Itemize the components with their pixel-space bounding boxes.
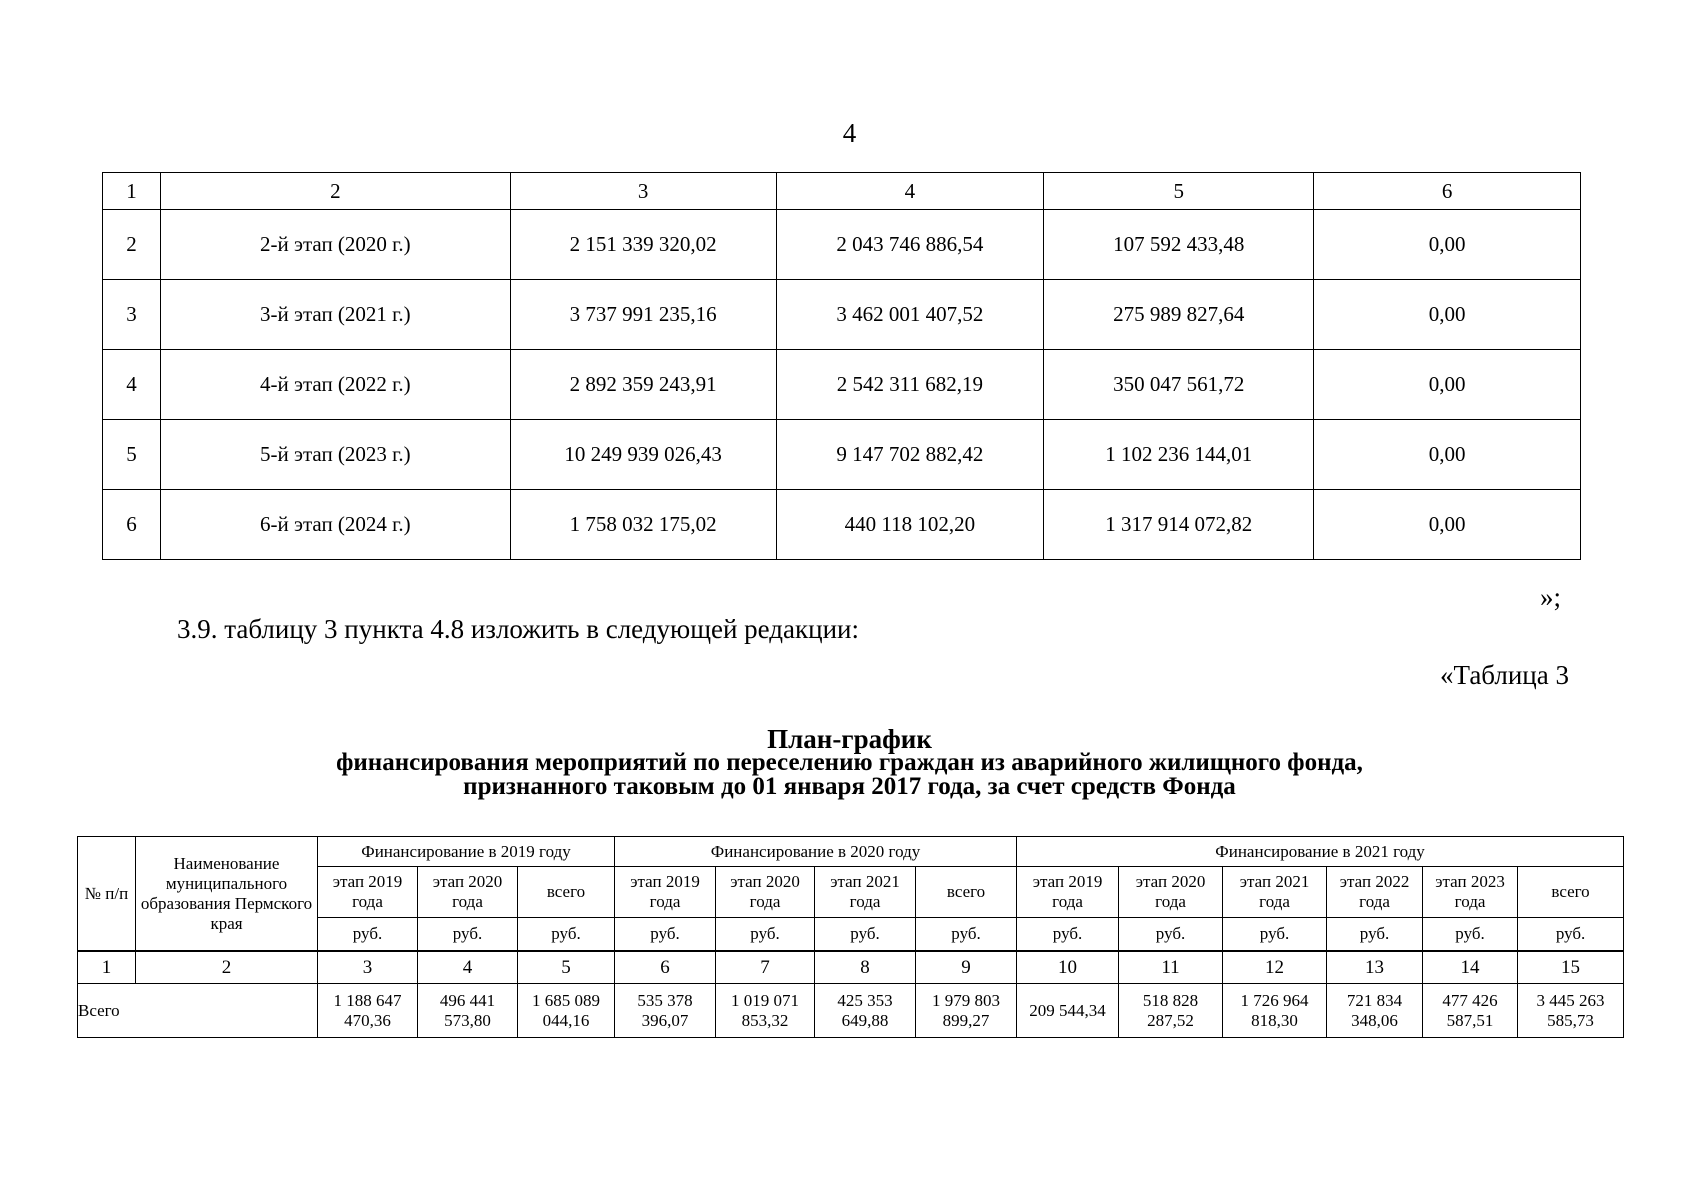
stage-name: 2-й этап (2020 г.) [160, 210, 510, 280]
table-row [103, 210, 1581, 280]
financing-schedule-table [77, 836, 1624, 1038]
table-row [103, 490, 1581, 560]
value-cell: 535 378 396,07 [615, 984, 716, 1038]
value-cell: 209 544,34 [1017, 984, 1119, 1038]
row-number: 6 [103, 490, 161, 560]
value-cell: 1 188 647 470,36 [318, 984, 418, 1038]
subheader-cell: этап 2019 года [615, 867, 716, 918]
stages-table [102, 172, 1581, 560]
table-row [103, 350, 1581, 420]
table-row [103, 420, 1581, 490]
value-cell: 0,00 [1314, 280, 1581, 350]
subheader-cell: этап 2022 года [1327, 867, 1423, 918]
table-header-row [78, 837, 1624, 867]
subheader-cell: этап 2019 года [318, 867, 418, 918]
value-cell: 425 353 649,88 [815, 984, 916, 1038]
unit-cell: руб. [1119, 918, 1223, 952]
header-group-2019: Финансирование в 2019 году [318, 837, 615, 867]
unit-cell: руб. [615, 918, 716, 952]
column-number: 2 [136, 951, 318, 984]
closing-quote: »; [1540, 582, 1562, 612]
unit-cell: руб. [418, 918, 518, 952]
stage-name: 3-й этап (2021 г.) [160, 280, 510, 350]
subheader-cell: всего [1518, 867, 1624, 918]
subheader-cell: этап 2021 года [815, 867, 916, 918]
column-number: 11 [1119, 951, 1223, 984]
stage-name: 6-й этап (2024 г.) [160, 490, 510, 560]
row-number: 4 [103, 350, 161, 420]
column-number: 4 [418, 951, 518, 984]
value-cell: 2 892 359 243,91 [510, 350, 776, 420]
unit-cell: руб. [518, 918, 615, 952]
value-cell: 0,00 [1314, 350, 1581, 420]
title-line: признанного таковым до 01 января 2017 года, за счет средств Фонда [463, 773, 1236, 800]
column-number: 7 [716, 951, 815, 984]
value-cell: 2 151 339 320,02 [510, 210, 776, 280]
table-label: «Таблица 3 [1440, 660, 1569, 690]
unit-cell: руб. [1017, 918, 1119, 952]
column-number: 10 [1017, 951, 1119, 984]
header-cell: 2 [160, 173, 510, 210]
header-cell: 1 [103, 173, 161, 210]
unit-cell: руб. [1223, 918, 1327, 952]
subheader-cell: всего [916, 867, 1017, 918]
subheader-cell: этап 2019 года [1017, 867, 1119, 918]
table-header-row [103, 173, 1581, 210]
subheader-cell: этап 2021 года [1223, 867, 1327, 918]
value-cell: 0,00 [1314, 490, 1581, 560]
column-number: 5 [518, 951, 615, 984]
value-cell: 1 019 071 853,32 [716, 984, 815, 1038]
header-cell-number: № п/п [78, 837, 136, 952]
page-number: 4 [842, 118, 857, 148]
subheader-cell: этап 2023 года [1423, 867, 1518, 918]
column-number: 3 [318, 951, 418, 984]
column-number: 6 [615, 951, 716, 984]
value-cell: 440 118 102,20 [776, 490, 1044, 560]
value-cell: 107 592 433,48 [1044, 210, 1314, 280]
value-cell: 3 737 991 235,16 [510, 280, 776, 350]
value-cell: 350 047 561,72 [1044, 350, 1314, 420]
column-number: 14 [1423, 951, 1518, 984]
column-number: 9 [916, 951, 1017, 984]
unit-cell: руб. [1423, 918, 1518, 952]
value-cell: 0,00 [1314, 420, 1581, 490]
column-number: 13 [1327, 951, 1423, 984]
value-cell: 3 462 001 407,52 [776, 280, 1044, 350]
value-cell: 477 426 587,51 [1423, 984, 1518, 1038]
value-cell: 1 758 032 175,02 [510, 490, 776, 560]
value-cell: 518 828 287,52 [1119, 984, 1223, 1038]
title-line: финансирования мероприятий по переселению граждан из аварийного жилищного фонда, [336, 749, 1363, 776]
value-cell: 9 147 702 882,42 [776, 420, 1044, 490]
table-row [103, 280, 1581, 350]
unit-cell: руб. [1518, 918, 1624, 952]
header-cell: 4 [776, 173, 1044, 210]
value-cell: 1 685 089 044,16 [518, 984, 615, 1038]
header-cell-municipality: Наименование муниципального образования Пермского края [136, 837, 318, 952]
value-cell: 1 726 964 818,30 [1223, 984, 1327, 1038]
unit-cell: руб. [716, 918, 815, 952]
unit-cell: руб. [318, 918, 418, 952]
stage-name: 4-й этап (2022 г.) [160, 350, 510, 420]
value-cell: 3 445 263 585,73 [1518, 984, 1624, 1038]
unit-cell: руб. [1327, 918, 1423, 952]
value-cell: 721 834 348,06 [1327, 984, 1423, 1038]
header-cell: 3 [510, 173, 776, 210]
subheader-cell: этап 2020 года [1119, 867, 1223, 918]
header-group-2020: Финансирование в 2020 году [615, 837, 1017, 867]
stage-name: 5-й этап (2023 г.) [160, 420, 510, 490]
title-line: План-график [767, 724, 932, 754]
value-cell: 1 102 236 144,01 [1044, 420, 1314, 490]
instruction-text: 3.9. таблицу 3 пункта 4.8 изложить в следующей редакции: [177, 614, 859, 644]
unit-cell: руб. [815, 918, 916, 952]
header-cell: 5 [1044, 173, 1314, 210]
value-cell: 1 317 914 072,82 [1044, 490, 1314, 560]
column-number-row [78, 951, 1624, 984]
unit-cell: руб. [916, 918, 1017, 952]
row-number: 3 [103, 280, 161, 350]
header-cell: 6 [1314, 173, 1581, 210]
value-cell: 1 979 803 899,27 [916, 984, 1017, 1038]
column-number: 1 [78, 951, 136, 984]
subheader-cell: всего [518, 867, 615, 918]
value-cell: 10 249 939 026,43 [510, 420, 776, 490]
subheader-cell: этап 2020 года [716, 867, 815, 918]
document-title [0, 724, 1699, 800]
row-number: 5 [103, 420, 161, 490]
column-number: 12 [1223, 951, 1327, 984]
row-number: 2 [103, 210, 161, 280]
column-number: 15 [1518, 951, 1624, 984]
subheader-cell: этап 2020 года [418, 867, 518, 918]
header-group-2021: Финансирование в 2021 году [1017, 837, 1624, 867]
total-row [78, 984, 1624, 1038]
value-cell: 2 542 311 682,19 [776, 350, 1044, 420]
value-cell: 496 441 573,80 [418, 984, 518, 1038]
column-number: 8 [815, 951, 916, 984]
value-cell: 0,00 [1314, 210, 1581, 280]
total-label: Всего [78, 984, 318, 1038]
value-cell: 275 989 827,64 [1044, 280, 1314, 350]
value-cell: 2 043 746 886,54 [776, 210, 1044, 280]
